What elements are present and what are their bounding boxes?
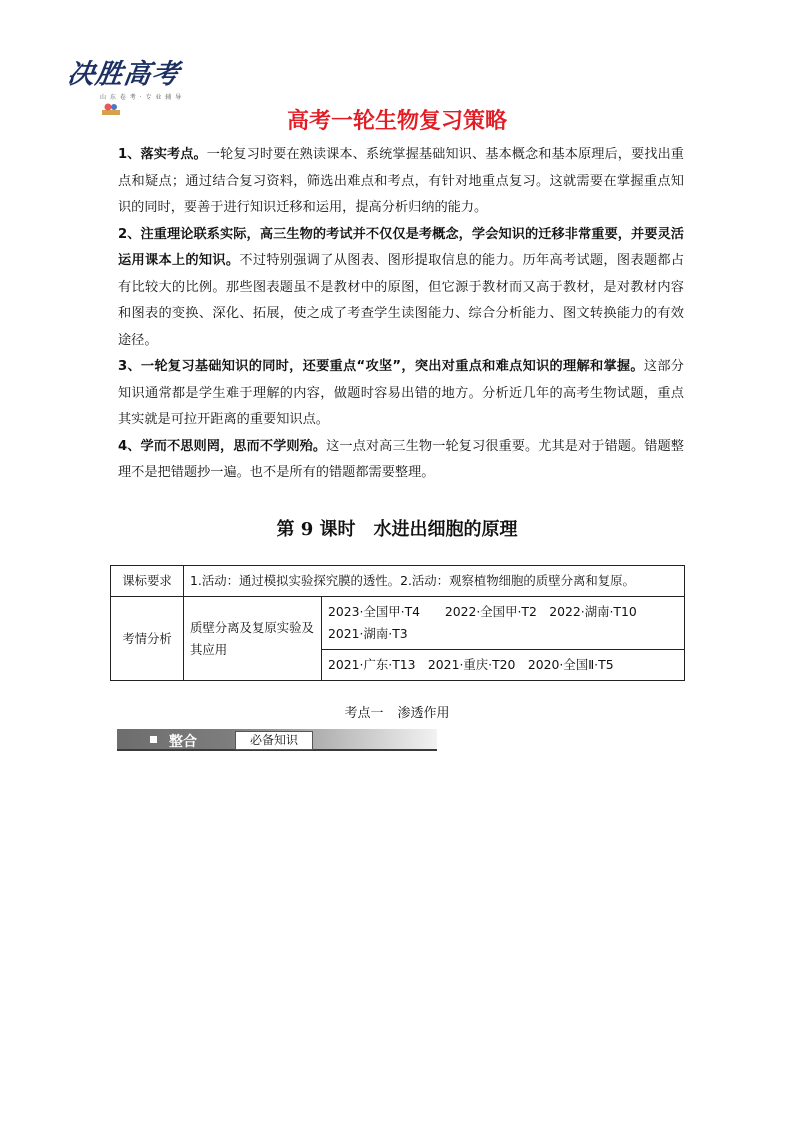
page-title: 高考一轮生物复习策略 xyxy=(286,109,507,134)
strategy-head: 3、一轮复习基础知识的同时，还要重点“攻坚”，突出对重点和难点知识的理解和掌握。 xyxy=(118,359,644,374)
table-cell-value: 1.活动：通过模拟实验探究膜的透性。2.活动：观察植物细胞的质壁分离和复原。 xyxy=(184,566,685,597)
table-cell-label: 考情分析 xyxy=(111,597,184,681)
strategy-head: 2、注重理论联系实际，高三生物的考试并不仅仅是考概念，学会知识的迁移非常重要，并要灵活运用课本上的知识。 xyxy=(118,226,684,268)
strategy-paragraph xyxy=(118,354,684,434)
strategy-section xyxy=(118,142,684,487)
kaodian-heading xyxy=(0,702,794,721)
table-row xyxy=(111,566,685,597)
table-cell-refs: 2021·广东·T13 2021·重庆·T20 2020·全国Ⅱ·T5 xyxy=(322,650,685,681)
strategy-head: 1、落实考点。 xyxy=(118,147,207,162)
lesson-name: 水进出细胞的原理 xyxy=(373,519,518,540)
section-bar-label: 整合 xyxy=(169,734,197,750)
strategy-body: 一轮复习时要在熟读课本、系统掌握基础知识、基本概念和基本原理后，要找出重点和疑点；通过结合复习资料，筛选出难点和考点，有针对地重点复习。这就需要在掌握重点知识的同时，要善于进行知识迁移和运用，提高分析归纳的能力。 xyxy=(118,147,684,215)
strategy-paragraph xyxy=(118,222,684,355)
lesson-number: 第 9 课时 xyxy=(276,519,356,540)
lesson-title xyxy=(0,515,794,541)
strategy-head: 4、学而不思则罔，思而不学则殆。 xyxy=(118,438,327,454)
strategy-paragraph xyxy=(118,434,684,487)
section-bar-box: 必备知识 xyxy=(235,731,313,750)
kaodian-number: 考点一 xyxy=(344,706,384,721)
logo-subtext: 山 东 卷 考 · 专 业 辅 导 xyxy=(100,94,183,101)
strategy-body: 不过特别强调了从图表、图形提取信息的能力。历年高考试题，图表题都占有比较大的比例。那些图表题虽不是教材中的原图，但它源于教材而又高于教材，是对教材内容和图表的变换、深化、拓展，使之成了考查学生读图能力、综合分析能力、图文转换能力的有效途径。 xyxy=(118,253,685,348)
table-cell-label: 课标要求 xyxy=(111,566,184,597)
section-bar xyxy=(117,729,437,751)
table-row xyxy=(111,597,685,650)
table-cell-topic: 质壁分离及复原实验及其应用 xyxy=(184,597,322,681)
kaodian-title: 渗透作用 xyxy=(397,706,450,721)
logo-text: 决胜高考 xyxy=(65,59,182,90)
strategy-body: 这一点对高三生物一轮复习很重要。尤其是对于错题。错题整理不是把错题抄一遍。也不是所有的错题都需要整理。 xyxy=(118,438,684,480)
table-cell-refs: 2023·全国甲·T4 2022·全国甲·T2 2022·湖南·T10 2021·湖南·T3 xyxy=(322,597,685,650)
requirements-table xyxy=(110,565,685,681)
strategy-paragraph xyxy=(118,142,684,222)
square-bullet-icon xyxy=(150,736,157,743)
strategy-body: 这部分知识通常都是学生难于理解的内容，做题时容易出错的地方。分析近几年的高考生物试题，重点其实就是可拉开距离的重要知识点。 xyxy=(118,359,684,427)
